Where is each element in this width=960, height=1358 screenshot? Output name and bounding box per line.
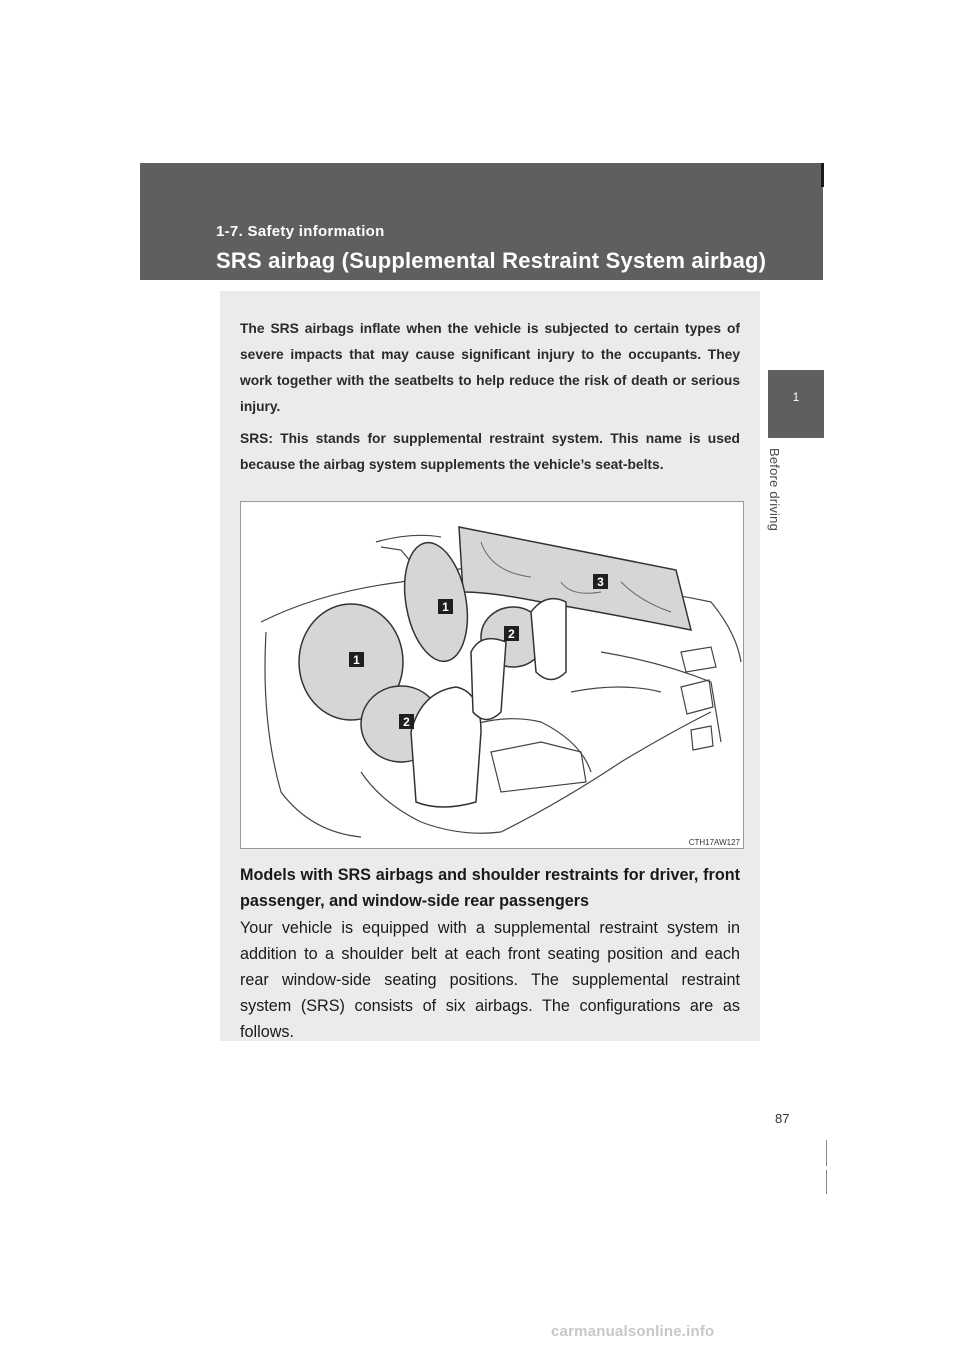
front-seat-right (471, 639, 506, 720)
page-edge-mark (826, 1140, 827, 1166)
callout-label: 2 (508, 627, 515, 641)
header-edge-mark (821, 163, 824, 187)
page-edge-mark (826, 1170, 827, 1194)
vehicle-interior-drawing (241, 502, 743, 848)
section-label: 1-7. Safety information (216, 223, 385, 240)
chapter-tab (768, 370, 824, 438)
intro-paragraph-2: SRS: This stands for supplemental restraint system. This name is used because the airbag system supplements the vehicle’s seat-belts. (240, 431, 740, 472)
section-subhead: Models with SRS airbags and shoulder restraints for driver, front passenger, and window-side rear passengers (240, 866, 740, 910)
content-panel (220, 291, 760, 1041)
callout-label: 3 (597, 575, 604, 589)
figure-code: CTH17AW127 (688, 838, 740, 847)
intro-paragraph-1: The SRS airbags inflate when the vehicle is subjected to certain types of severe impacts that may cause significant injury to the occupants. They work together with the seatbelts to help reduce the risk of death or serious injury. (240, 321, 740, 414)
watermark: carmanualsonline.info (551, 1323, 715, 1340)
chapter-header (140, 163, 823, 280)
chapter-title: Before driving (767, 448, 782, 532)
chapter-title-vertical (762, 448, 802, 548)
callout-label: 2 (403, 715, 410, 729)
page-title: SRS airbag (Supplemental Restraint System airbag) (216, 248, 767, 273)
mirror-line (376, 535, 441, 542)
rear-seat (531, 599, 566, 680)
callout-label: 1 (353, 653, 360, 667)
callout-label: 1 (442, 600, 449, 614)
airbag-illustration (240, 501, 744, 849)
intro-text (240, 316, 740, 484)
section-body: Your vehicle is equipped with a supplemental restraint system in addition to a shoulder belt at each front seating position and each rear window-side seating positions. The supplemental restraint system (SRS) consists of six airbags. The configurations are as follows. (240, 919, 740, 1041)
chapter-number: 1 (792, 390, 800, 404)
page-number: 87 (775, 1111, 790, 1126)
